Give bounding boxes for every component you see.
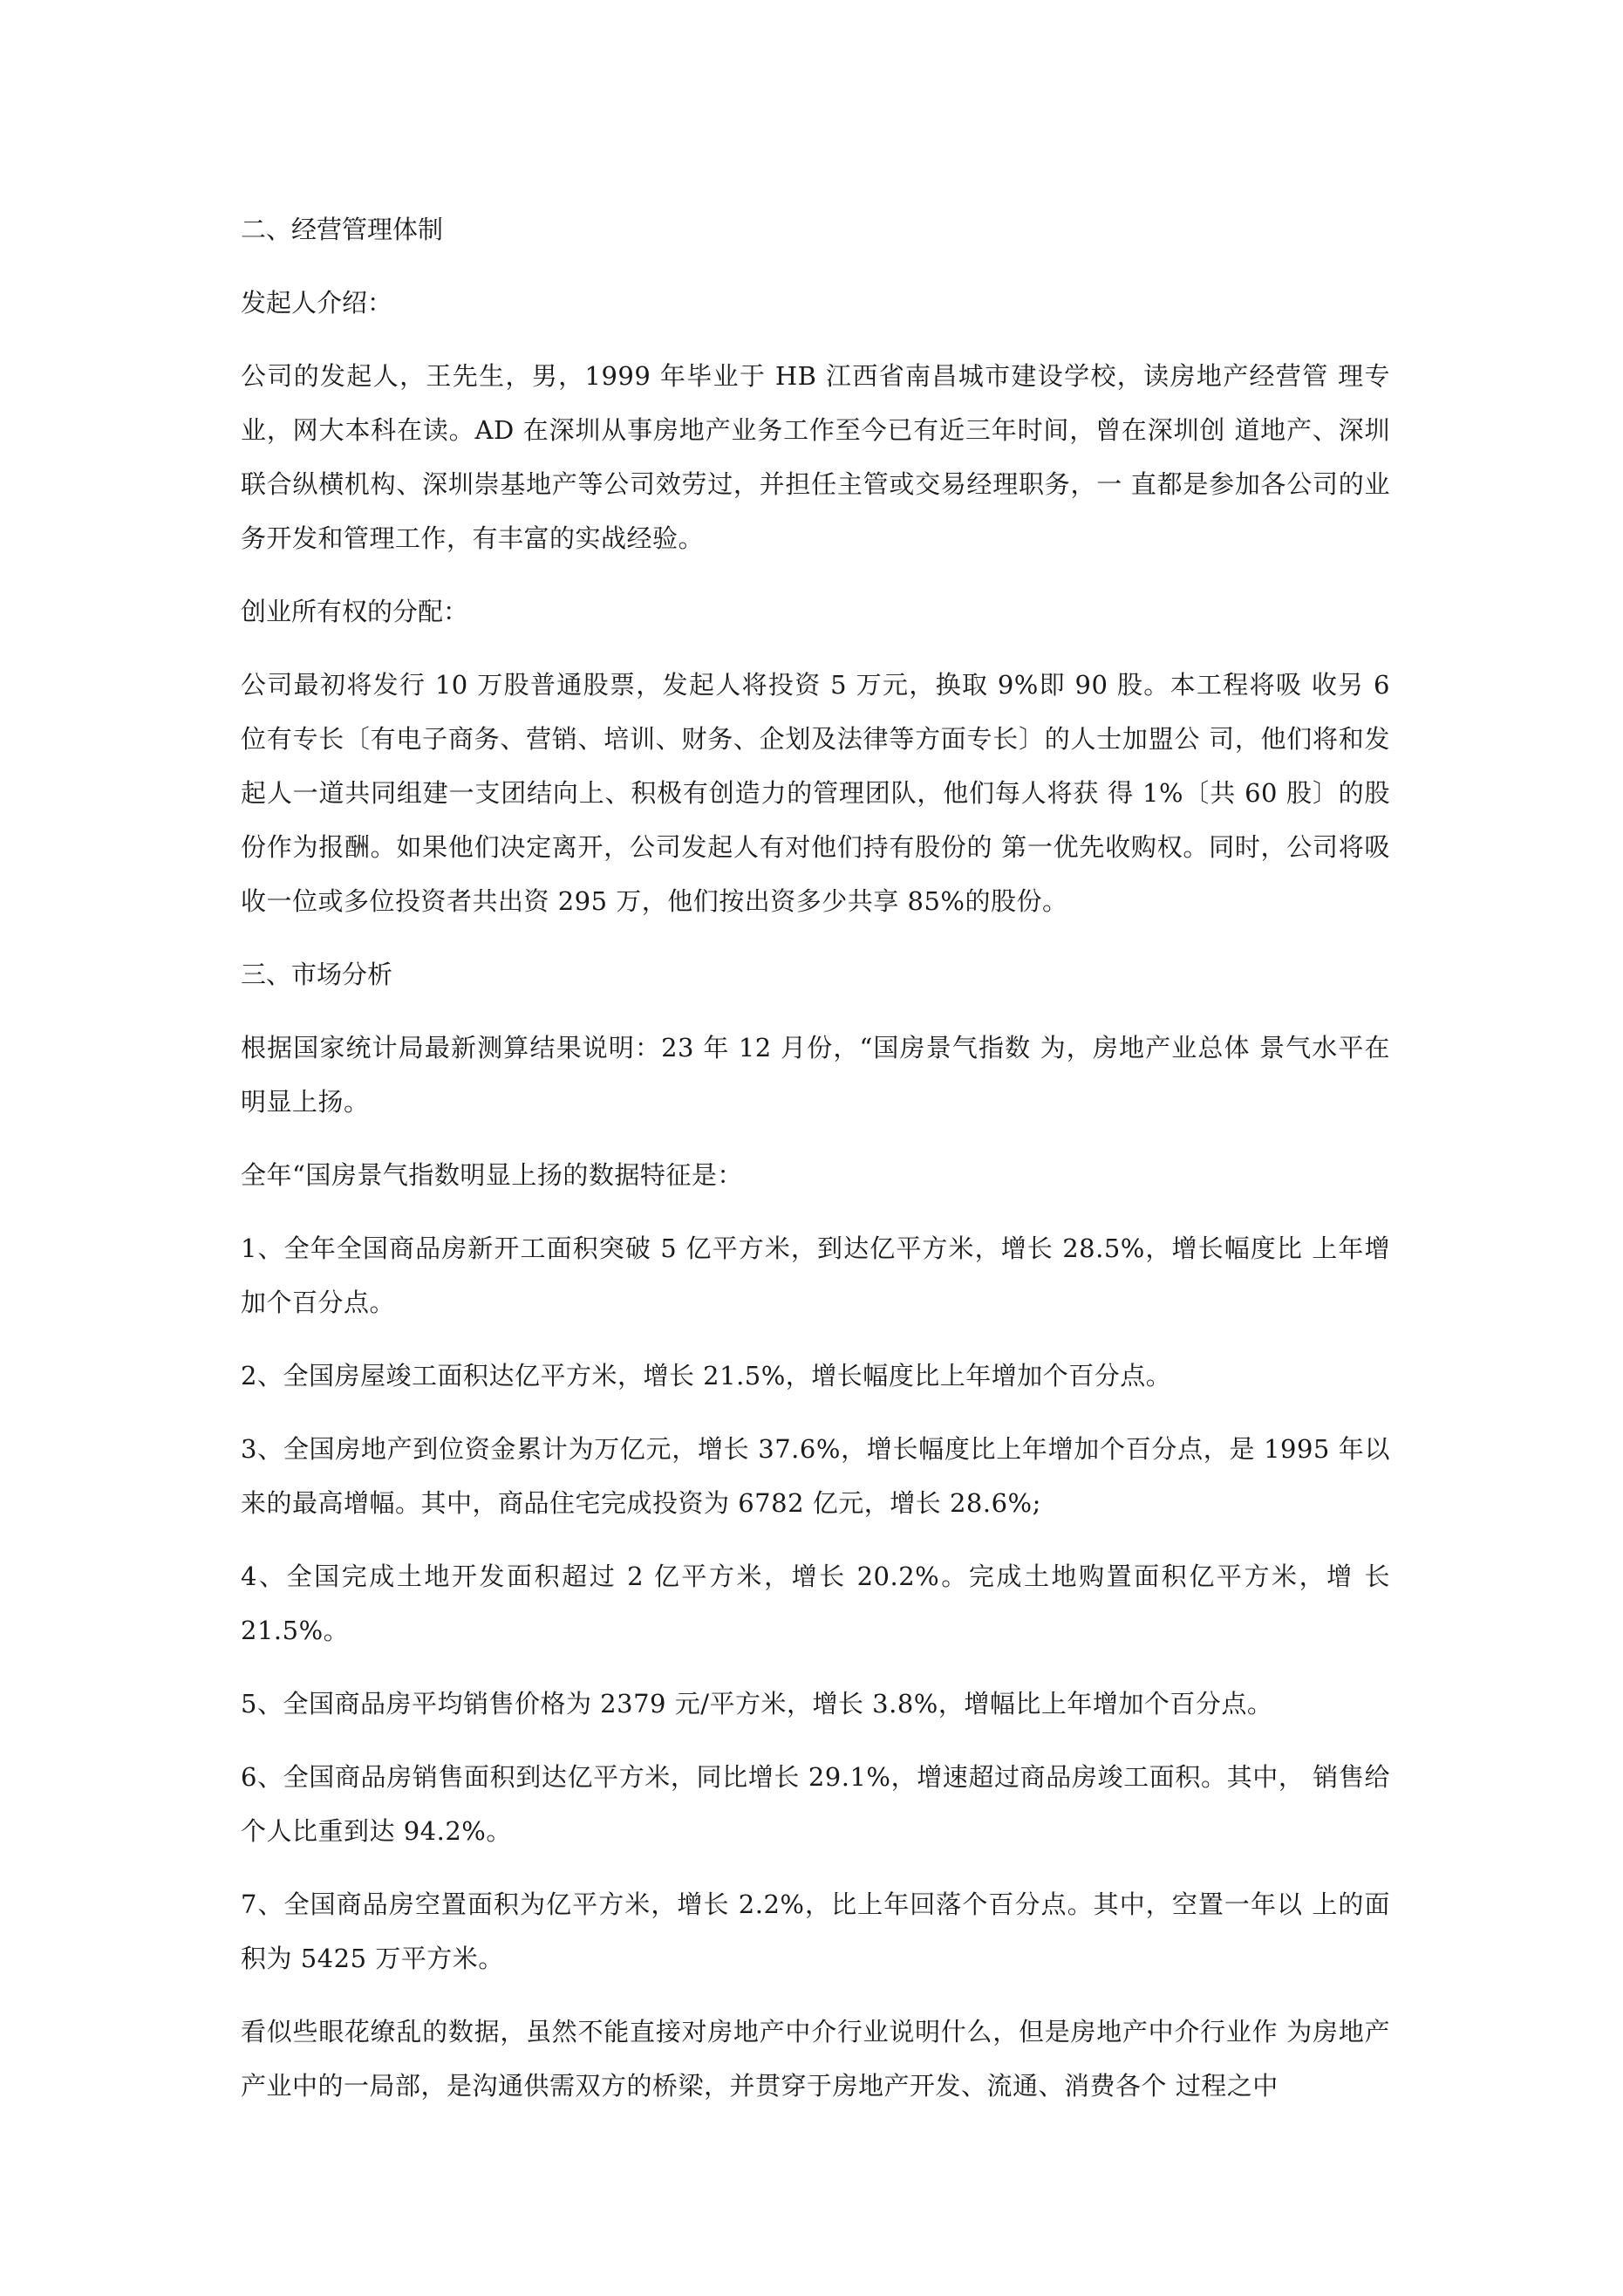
list-item-5: 5、全国商品房平均销售价格为 2379 元/平方米，增长 3.8%，增幅比上年增加个百分点。	[241, 1689, 1273, 1719]
list-item-4: 4、全国完成土地开发面积超过 2 亿平方米，增长 20.2%。完成土地购置面积亿平方米，增 长 21.5%。	[241, 1561, 1390, 1645]
list-item-2: 2、全国房屋竣工面积达亿平方米，增长 21.5%，增长幅度比上年增加个百分点。	[241, 1361, 1172, 1391]
list-item-6: 6、全国商品房销售面积到达亿平方米，同比增长 29.1%，增速超过商品房竣工面积。其中， 销售给个人比重到达 94.2%。	[241, 1762, 1390, 1846]
paragraph-founder-bio: 公司的发起人，王先生，男，1999 年毕业于 HB 江西省南昌城市建设学校，读房地产经营管 理专业，网大本科在读。AD 在深圳从事房地产业务工作至今已有近三年时间，曾在深圳创 道地产、深圳联合纵横机构、深圳崇基地产等公司效劳过，并担任主管或交易经理职务，一 直都是参加各公司的业务开发和管理工作，有丰富的实战经验。	[241, 361, 1390, 553]
list-item-7: 7、全国商品房空置面积为亿平方米，增长 2.2%，比上年回落个百分点。其中，空置一年以 上的面积为 5425 万平方米。	[241, 1889, 1390, 1973]
subheading-founder-intro: 发起人介绍：	[241, 288, 393, 318]
paragraph-ownership: 公司最初将发行 10 万股普通股票，发起人将投资 5 万元，换取 9%即 90 股。本工程将吸 收另 6 位有专长〔有电子商务、营销、培训、财务、企划及法律等方面专长〕的人士加盟公 司，他们将和发起人一道共同组建一支团结向上、积极有创造力的管理团队，他们每人将获 得 1%〔共 60 股〕的股份作为报酬。如果他们决定离开，公司发起人有对他们持有股份的 第一优先收购权。同时，公司将吸收一位或多位投资者共出资 295 万，他们按出资多少共享 85%的股份。	[241, 670, 1390, 916]
paragraph-conclusion: 看似些眼花缭乱的数据，虽然不能直接对房地产中介行业说明什么，但是房地产中介行业作 为房地产产业中的一局部，是沟通供需双方的桥梁，并贯穿于房地产开发、流通、消费各个 过程之中	[241, 2017, 1390, 2101]
list-item-3: 3、全国房地产到位资金累计为万亿元，增长 37.6%，增长幅度比上年增加个百分点，是 1995 年以来的最高增幅。其中，商品住宅完成投资为 6782 亿元，增长 28.6%;	[241, 1434, 1390, 1518]
subheading-ownership: 创业所有权的分配：	[241, 597, 469, 626]
document-body	[241, 202, 1390, 2132]
list-item-1: 1、全年全国商品房新开工面积突破 5 亿平方米，到达亿平方米，增长 28.5%，增长幅度比 上年增加个百分点。	[241, 1233, 1390, 1317]
paragraph-market-index: 根据国家统计局最新测算结果说明：23 年 12 月份，“国房景气指数 为，房地产业总体 景气水平在明显上扬。	[241, 1033, 1390, 1117]
section-heading-management: 二、经营管理体制	[241, 215, 444, 244]
paragraph-index-features: 全年“国房景气指数明显上扬的数据特征是：	[241, 1160, 743, 1190]
section-heading-market: 三、市场分析	[241, 960, 393, 989]
